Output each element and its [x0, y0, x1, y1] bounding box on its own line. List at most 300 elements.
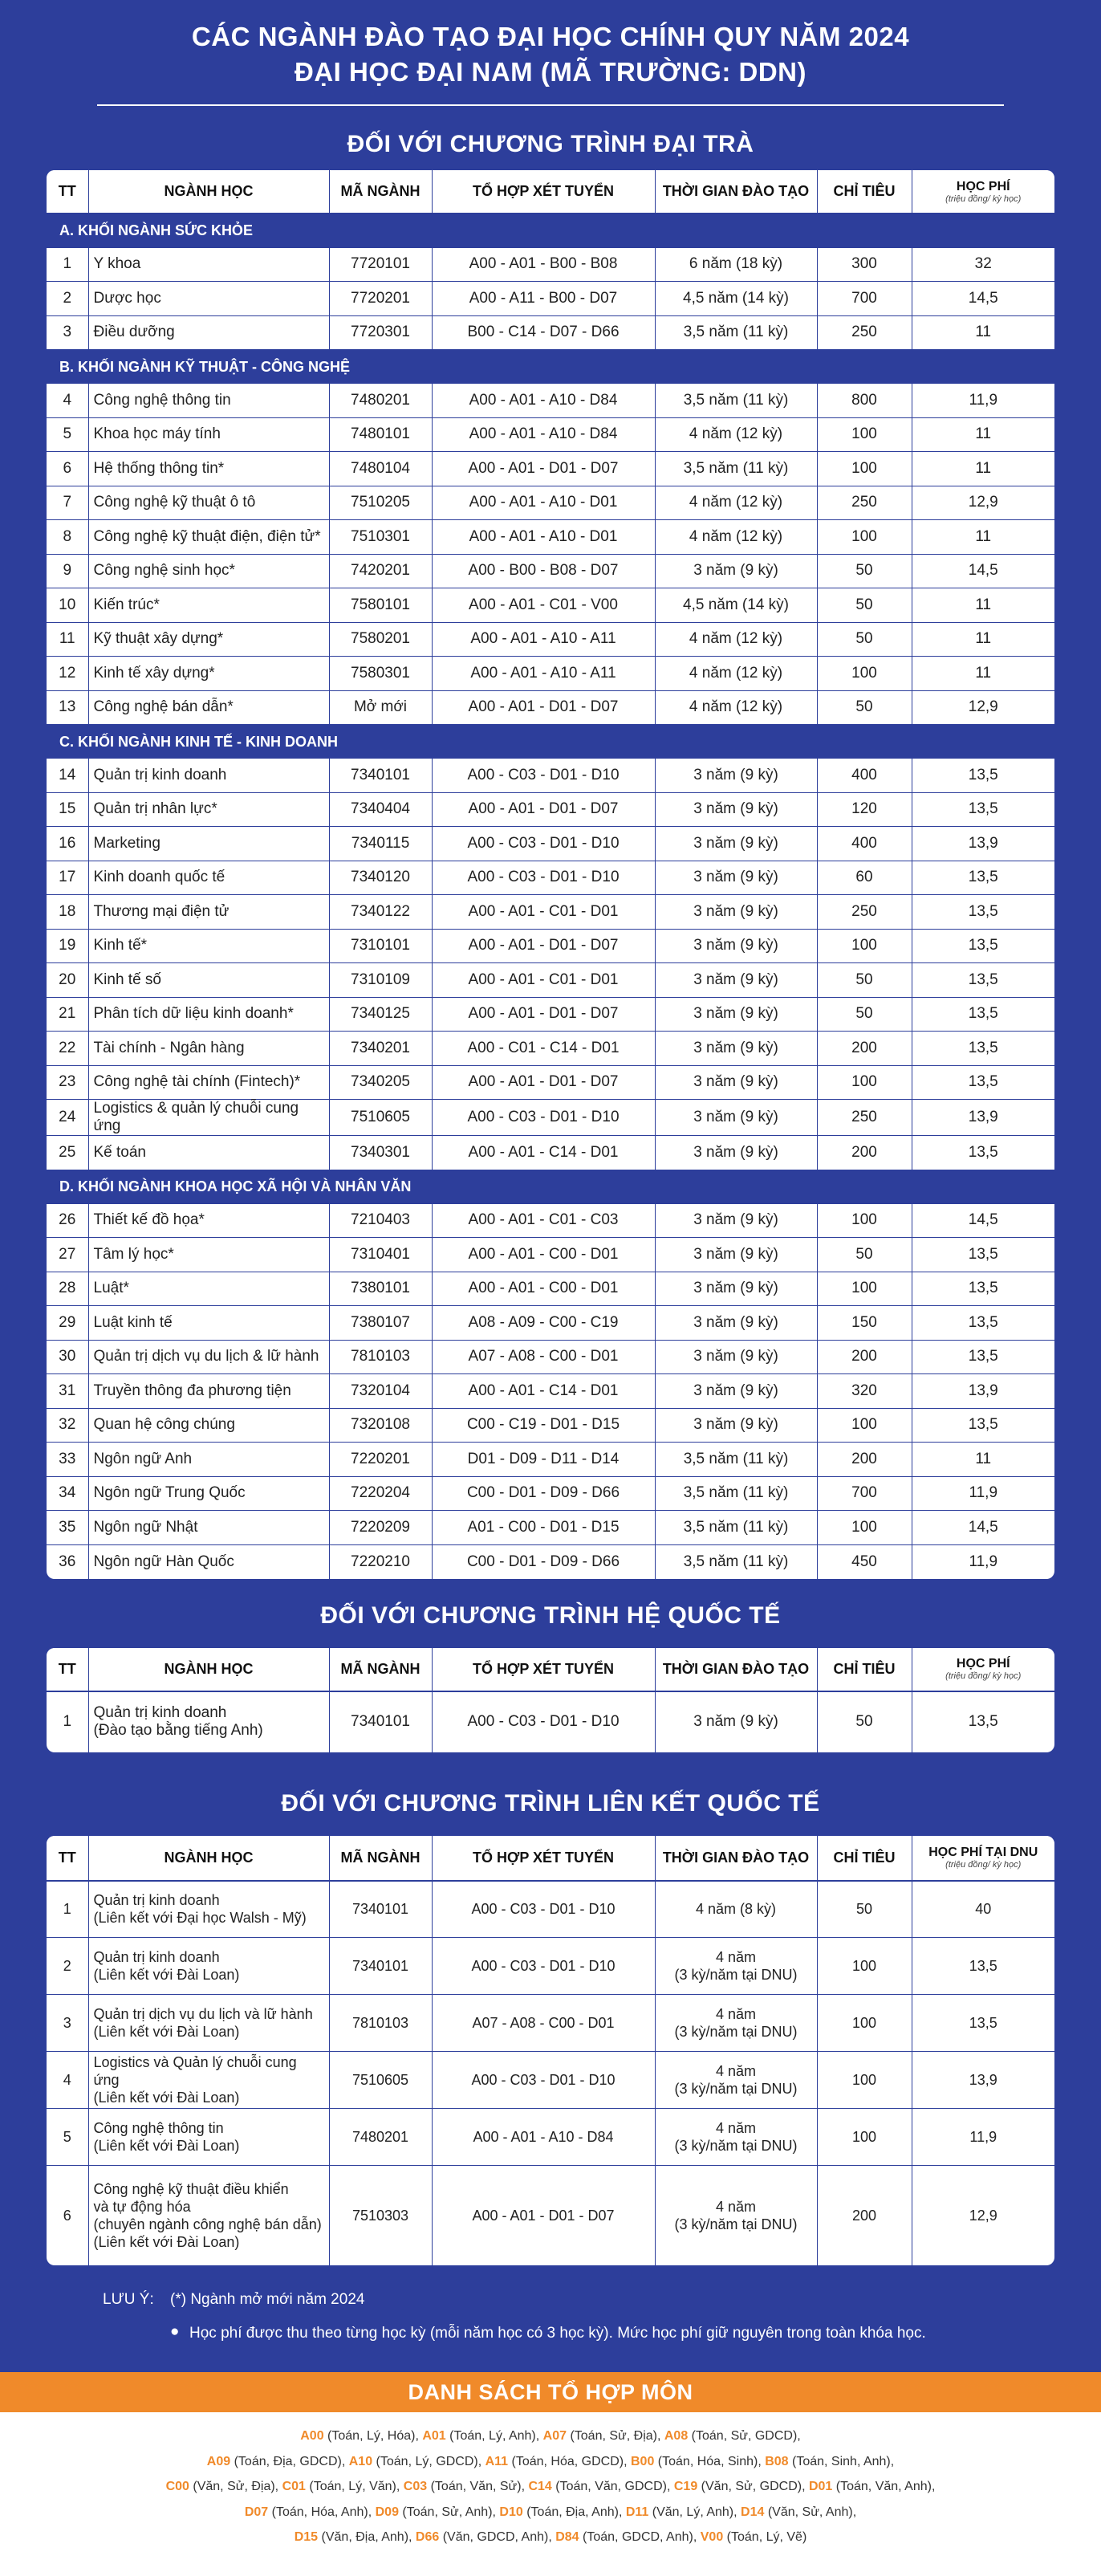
group-row: [47, 350, 1054, 384]
col-chi-tieu-text: 100: [851, 937, 877, 954]
col-nganh: [88, 1065, 329, 1100]
col-hoc-phi: [912, 554, 1054, 588]
col-tt-text: 1: [63, 1901, 71, 1918]
combo-subjects: (Toán, Lý, Anh),: [445, 2429, 543, 2443]
col-ma-nganh: [329, 588, 432, 623]
col-chi-tieu: [817, 1374, 912, 1409]
col-to-hop: [432, 520, 655, 555]
col-to-hop-header: [432, 1648, 655, 1691]
col-nganh-text: Marketing: [93, 834, 160, 852]
table-row: [47, 452, 1054, 486]
combo-code: D01: [808, 2480, 833, 2493]
col-hoc-phi: [912, 1100, 1054, 1136]
col-chi-tieu-header: [817, 1836, 912, 1881]
col-hoc-phi-text: 13,9: [968, 834, 998, 852]
col-nganh-text: Thiết kế đồ họa*: [93, 1211, 205, 1229]
col-nganh-text: Kiến trúc*: [93, 596, 160, 613]
col-ma-nganh: [329, 1408, 432, 1443]
col-thoi-gian-text: 3 năm (9 kỳ): [693, 1280, 778, 1297]
table-row: [47, 792, 1054, 827]
col-to-hop-text: A01 - C00 - D01 - D15: [467, 1518, 620, 1536]
col-thoi-gian-text: (3 kỳ/năm tại DNU): [674, 2216, 798, 2232]
col-hoc-phi-text: 13,5: [968, 766, 998, 783]
col-to-hop: [432, 1065, 655, 1100]
col-ma-nganh-text: 7480101: [351, 425, 410, 443]
col-thoi-gian-text: 3,5 năm (11 kỳ): [683, 459, 789, 477]
col-to-hop: [432, 417, 655, 452]
col-hoc-phi: [912, 997, 1054, 1032]
combo-code: D66: [415, 2530, 440, 2544]
col-to-hop-text: C00 - D01 - D09 - D66: [466, 1484, 620, 1502]
col-to-hop: [432, 1408, 655, 1443]
col-to-hop-text: A00 - B00 - B08 - D07: [468, 562, 619, 580]
hoc-phi-label: HỌC PHÍ: [956, 1657, 1010, 1671]
col-nganh-text: Luật kinh tế: [93, 1313, 173, 1331]
col-tt: [47, 1203, 88, 1238]
col-thoi-gian: [655, 1238, 817, 1272]
col-ma-nganh-text: 7220209: [351, 1518, 410, 1536]
col-ma-nganh: [329, 384, 432, 418]
col-ma-nganh-text: 7580201: [351, 630, 410, 648]
col-ma-nganh: [329, 1544, 432, 1579]
col-chi-tieu: [817, 895, 912, 930]
col-hoc-phi-text: 13,5: [969, 2015, 997, 2031]
col-chi-tieu: [817, 622, 912, 657]
notes-label: LƯU Ý:: [103, 2291, 154, 2308]
col-to-hop-text: A00 - A01 - D01 - D07: [468, 698, 619, 716]
col-hoc-phi: [912, 1511, 1054, 1545]
col-chi-tieu: [817, 1238, 912, 1272]
section-title-dai-tra: ĐỐI VỚI CHƯƠNG TRÌNH ĐẠI TRÀ: [347, 131, 754, 157]
col-thoi-gian-text: 4 năm (12 kỳ): [689, 664, 783, 682]
col-thoi-gian: [655, 895, 817, 930]
section-title-he-quoc-te: ĐỐI VỚI CHƯƠNG TRÌNH HỆ QUỐC TẾ: [320, 1601, 781, 1629]
col-tt-text: 7: [63, 494, 72, 511]
col-to-hop: [432, 1544, 655, 1579]
section-title-lien-ket: ĐỐI VỚI CHƯƠNG TRÌNH LIÊN KẾT QUỐC TẾ: [281, 1789, 820, 1817]
col-chi-tieu-text: 200: [851, 1039, 877, 1056]
table-row: [47, 963, 1054, 998]
col-nganh-text: Logistics & quản lý chuỗi cung ứng: [93, 1100, 299, 1134]
col-to-hop: [432, 452, 655, 486]
col-nganh-header: [88, 1836, 329, 1881]
col-hoc-phi: [912, 2052, 1054, 2109]
col-hoc-phi: [912, 1881, 1054, 1938]
col-tt: [47, 1544, 88, 1579]
group-name: C. KHỐI NGÀNH KINH TẾ - KINH DOANH: [47, 725, 1054, 759]
col-tt-text: 5: [63, 2129, 71, 2145]
col-to-hop-text: A00 - C03 - D01 - D10: [471, 1958, 616, 1974]
table-row: [47, 1881, 1054, 1938]
col-hoc-phi: [912, 759, 1054, 793]
col-chi-tieu: [817, 929, 912, 963]
hoc-phi-unit: (triệu đồng/ kỳ học): [945, 1860, 1022, 1870]
col-nganh-text: (Liên kết với Đài Loan): [93, 2024, 240, 2040]
col-to-hop-text: A00 - C03 - D01 - D10: [467, 869, 620, 886]
col-nganh-text: và tự động hóa: [93, 2198, 191, 2215]
col-to-hop: [432, 1203, 655, 1238]
col-tt-header: [47, 1836, 88, 1881]
col-chi-tieu: [817, 997, 912, 1032]
col-tt-text: 3: [63, 324, 72, 341]
table-row: [47, 1340, 1054, 1374]
col-to-hop-text: A00 - A01 - A10 - A11: [470, 630, 616, 648]
col-to-hop-text: A00 - A01 - A10 - D84: [469, 425, 618, 443]
col-ma-nganh: [329, 1272, 432, 1306]
col-ma-nganh-text: 7480201: [351, 2129, 409, 2145]
col-tt-text: 12: [59, 664, 76, 682]
col-ma-nganh-text: 7220210: [351, 1553, 410, 1570]
col-tt: [47, 588, 88, 623]
col-thoi-gian-text: 3,5 năm (11 kỳ): [683, 1518, 789, 1536]
col-tt-text: 2: [63, 1958, 71, 1974]
col-ma-nganh-text: 7480104: [351, 459, 410, 477]
col-nganh-text: Tài chính - Ngân hàng: [93, 1039, 245, 1056]
combo-subjects: (Toán, Văn, Sử),: [427, 2480, 529, 2493]
col-chi-tieu: [817, 1995, 912, 2052]
col-hoc-phi-text: 11: [975, 459, 992, 477]
col-nganh: [88, 315, 329, 350]
col-thoi-gian-text: 3 năm (9 kỳ): [693, 800, 778, 818]
col-tt-label: TT: [58, 1849, 76, 1866]
col-to-hop-text: A00 - C03 - D01 - D10: [471, 1901, 616, 1918]
table-header-row: [47, 1648, 1054, 1691]
col-hoc-phi-text: 12,9: [968, 698, 998, 716]
col-nganh: [88, 2052, 329, 2109]
col-thoi-gian: [655, 315, 817, 350]
col-tt: [47, 1065, 88, 1100]
col-tt-text: 6: [63, 459, 72, 477]
col-to-hop: [432, 895, 655, 930]
col-chi-tieu-text: 100: [851, 1958, 877, 1974]
col-hoc-phi-text: 13,9: [968, 1109, 998, 1125]
col-nganh-header: [88, 1648, 329, 1691]
col-to-hop: [432, 1511, 655, 1545]
col-chi-tieu: [817, 247, 912, 282]
col-tt: [47, 2166, 88, 2265]
col-ma-nganh-text: 7220204: [351, 1484, 410, 1502]
col-to-hop-label: TỔ HỢP XÉT TUYỂN: [472, 1660, 615, 1677]
col-nganh-text: Kinh doanh quốc tế: [93, 869, 225, 886]
col-tt: [47, 554, 88, 588]
col-thoi-gian-text: (3 kỳ/năm tại DNU): [674, 1967, 798, 1983]
col-nganh-text: Quản trị dịch vụ du lịch và lữ hành: [93, 2006, 313, 2022]
col-hoc-phi-text: 13,5: [968, 1143, 998, 1161]
col-hoc-phi-text: 13,5: [968, 1039, 998, 1056]
col-chi-tieu-text: 100: [851, 1518, 877, 1536]
col-nganh-text: (chuyên ngành công nghệ bán dẫn): [93, 2216, 322, 2232]
table-row: [47, 929, 1054, 963]
combo-line: [0, 2474, 1101, 2500]
col-chi-tieu-text: 120: [851, 800, 877, 818]
col-chi-tieu-text: 250: [851, 1109, 877, 1125]
col-chi-tieu: [817, 1100, 912, 1136]
col-nganh: [88, 2109, 329, 2166]
col-thoi-gian-text: 3 năm (9 kỳ): [693, 1073, 778, 1091]
col-tt-text: 22: [59, 1039, 76, 1056]
combo-subjects: (Văn, Sử, Anh),: [764, 2505, 857, 2519]
col-to-hop-text: A00 - C03 - D01 - D10: [467, 766, 620, 783]
col-ma-nganh: [329, 895, 432, 930]
combo-line: [0, 2449, 1101, 2475]
col-ma-nganh: [329, 1995, 432, 2052]
col-thoi-gian: [655, 417, 817, 452]
col-thoi-gian-text: 4 năm (12 kỳ): [689, 698, 783, 716]
col-ma-nganh: [329, 1203, 432, 1238]
col-nganh-text: Thương mại điện tử: [93, 902, 230, 920]
col-tt: [47, 895, 88, 930]
col-to-hop: [432, 657, 655, 691]
col-tt-text: 4: [63, 391, 72, 409]
col-ma-nganh: [329, 1065, 432, 1100]
col-to-hop-text: A00 - A01 - A10 - D01: [469, 527, 618, 545]
col-to-hop-text: A07 - A08 - C00 - D01: [468, 1348, 619, 1365]
col-hoc-phi: [912, 1544, 1054, 1579]
col-thoi-gian: [655, 452, 817, 486]
col-tt: [47, 417, 88, 452]
col-hoc-phi-text: 13,5: [968, 937, 998, 954]
col-hoc-phi: [912, 1065, 1054, 1100]
col-nganh: [88, 1238, 329, 1272]
col-chi-tieu: [817, 690, 912, 725]
col-thoi-gian-text: 3 năm (9 kỳ): [693, 971, 778, 988]
col-to-hop-text: A00 - A01 - C01 - D01: [468, 902, 619, 920]
col-to-hop-text: A00 - A01 - A10 - A11: [470, 664, 616, 682]
col-to-hop: [432, 1136, 655, 1170]
col-to-hop-text: A00 - A01 - D01 - D07: [472, 2207, 615, 2224]
col-nganh-label: NGÀNH HỌC: [164, 1849, 254, 1866]
combo-code: D11: [625, 2505, 649, 2519]
col-to-hop-text: A00 - C01 - C14 - D01: [467, 1039, 620, 1056]
col-nganh-text: (Liên kết với Đài Loan): [93, 2138, 240, 2154]
col-tt-text: 1: [63, 1713, 72, 1730]
col-nganh: [88, 792, 329, 827]
col-hoc-phi: [912, 861, 1054, 895]
table-lien-ket: [47, 1836, 1054, 2265]
col-ma-nganh-text: 7810103: [351, 2015, 409, 2031]
col-chi-tieu: [817, 1443, 912, 1477]
table-row: [47, 997, 1054, 1032]
col-hoc-phi-text: 13,9: [968, 1382, 998, 1399]
col-ma-nganh-text: 7510301: [351, 527, 410, 545]
col-tt: [47, 1511, 88, 1545]
col-tt-text: 32: [59, 1416, 76, 1434]
table-row: [47, 1544, 1054, 1579]
col-nganh-text: Công nghệ thông tin: [93, 2120, 224, 2136]
col-to-hop: [432, 1238, 655, 1272]
col-chi-tieu-text: 800: [851, 391, 877, 409]
col-nganh-text: Công nghệ thông tin: [93, 391, 231, 409]
col-to-hop: [432, 1100, 655, 1136]
col-to-hop: [432, 861, 655, 895]
col-ma-nganh: [329, 1100, 432, 1136]
col-to-hop-text: C00 - D01 - D09 - D66: [466, 1553, 620, 1570]
col-thoi-gian-text: 3 năm (9 kỳ): [693, 562, 778, 580]
col-thoi-gian: [655, 827, 817, 861]
col-to-hop-text: A00 - A01 - C01 - D01: [468, 971, 619, 988]
col-nganh-text: Ngôn ngữ Anh: [93, 1450, 193, 1467]
col-chi-tieu: [817, 417, 912, 452]
combo-code: A01: [422, 2429, 446, 2443]
col-hoc-phi: [912, 1272, 1054, 1306]
col-hoc-phi-text: 12,9: [968, 494, 998, 511]
col-nganh: [88, 417, 329, 452]
col-chi-tieu: [817, 1691, 912, 1752]
col-nganh-text: Truyền thông đa phương tiện: [93, 1382, 291, 1399]
col-tt: [47, 963, 88, 998]
col-thoi-gian-label: THỜI GIAN ĐÀO TẠO: [662, 1660, 810, 1677]
col-thoi-gian: [655, 1544, 817, 1579]
col-thoi-gian: [655, 792, 817, 827]
col-chi-tieu: [817, 2052, 912, 2109]
col-to-hop: [432, 997, 655, 1032]
combo-line: [0, 2500, 1101, 2525]
col-hoc-phi: [912, 1374, 1054, 1409]
group-row: [47, 725, 1054, 759]
col-to-hop: [432, 1374, 655, 1409]
col-thoi-gian: [655, 2109, 817, 2166]
col-to-hop-text: A00 - A01 - C00 - D01: [468, 1280, 619, 1297]
col-ma-nganh: [329, 520, 432, 555]
col-ma-nganh: [329, 417, 432, 452]
table-header-row: [47, 170, 1054, 214]
col-hoc-phi-text: 13,9: [969, 2072, 997, 2088]
combo-subjects: (Toán, GDCD, Anh),: [579, 2530, 701, 2544]
col-ma-nganh-text: 7720301: [351, 324, 410, 341]
table-row: [47, 861, 1054, 895]
col-hoc-phi: [912, 929, 1054, 963]
col-tt-text: 8: [63, 527, 72, 545]
hoc-phi-label: HỌC PHÍ: [956, 179, 1010, 193]
col-thoi-gian: [655, 997, 817, 1032]
col-to-hop-text: A00 - A01 - D01 - D07: [468, 800, 619, 818]
col-chi-tieu-label: CHỈ TIÊU: [833, 183, 896, 199]
col-ma-nganh: [329, 2109, 432, 2166]
col-chi-tieu: [817, 588, 912, 623]
col-thoi-gian: [655, 929, 817, 963]
col-chi-tieu: [817, 759, 912, 793]
col-hoc-phi-text: 13,5: [968, 1280, 998, 1297]
col-thoi-gian-text: 3 năm (9 kỳ): [693, 1713, 778, 1730]
col-tt-text: 21: [59, 1005, 76, 1023]
col-nganh-text: Quản trị kinh doanh: [93, 1704, 227, 1721]
table-row: [47, 1136, 1054, 1170]
col-tt-text: 18: [59, 902, 76, 920]
col-thoi-gian: [655, 1881, 817, 1938]
combo-code: C03: [403, 2480, 428, 2493]
col-thoi-gian-header: [655, 170, 817, 214]
col-nganh-text: Công nghệ bán dẫn*: [93, 698, 234, 716]
col-ma-nganh: [329, 486, 432, 520]
col-thoi-gian-text: 3 năm (9 kỳ): [693, 902, 778, 920]
col-ma-nganh-label: MÃ NGÀNH: [340, 1849, 420, 1866]
col-to-hop-text: A07 - A08 - C00 - D01: [472, 2015, 615, 2031]
col-tt: [47, 1340, 88, 1374]
col-hoc-phi-text: 14,5: [968, 289, 998, 307]
col-hoc-phi: [912, 1340, 1054, 1374]
col-tt: [47, 1476, 88, 1511]
combo-subjects: (Toán, Hóa, Anh),: [268, 2505, 376, 2519]
col-tt: [47, 792, 88, 827]
col-thoi-gian: [655, 861, 817, 895]
combo-subjects: (Toán, Sử, GDCD),: [688, 2429, 801, 2443]
table-row: [47, 1938, 1054, 1995]
col-tt-label: TT: [58, 183, 76, 199]
col-tt-text: 4: [63, 2072, 71, 2088]
col-tt: [47, 997, 88, 1032]
bullet-icon: ●: [170, 2323, 180, 2340]
col-hoc-phi-text: 13,5: [969, 1958, 997, 1974]
col-ma-nganh: [329, 827, 432, 861]
col-tt-text: 25: [59, 1143, 76, 1161]
col-thoi-gian: [655, 1340, 817, 1374]
col-to-hop-text: B00 - C14 - D07 - D66: [467, 324, 620, 341]
col-hoc-phi: [912, 963, 1054, 998]
col-to-hop: [432, 384, 655, 418]
col-chi-tieu: [817, 1065, 912, 1100]
col-nganh-text: Công nghệ tài chính (Fintech)*: [93, 1073, 301, 1091]
col-to-hop: [432, 2052, 655, 2109]
col-tt-text: 34: [59, 1484, 76, 1502]
col-chi-tieu: [817, 452, 912, 486]
col-ma-nganh-text: 7340125: [351, 1005, 410, 1023]
col-chi-tieu: [817, 963, 912, 998]
col-hoc-phi: [912, 1203, 1054, 1238]
col-to-hop-text: A00 - C03 - D01 - D10: [467, 834, 620, 852]
col-tt-text: 17: [59, 869, 76, 886]
col-nganh: [88, 929, 329, 963]
table-row: [47, 1995, 1054, 2052]
combo-subjects: (Toán, Sử, Anh),: [398, 2505, 500, 2519]
col-to-hop: [432, 2166, 655, 2265]
col-chi-tieu-text: 50: [855, 971, 873, 988]
col-ma-nganh-text: 7310401: [351, 1245, 410, 1263]
col-ma-nganh: [329, 452, 432, 486]
col-chi-tieu-text: 320: [851, 1382, 877, 1399]
col-hoc-phi: [912, 1995, 1054, 2052]
col-nganh: [88, 1203, 329, 1238]
col-hoc-phi: [912, 588, 1054, 623]
table-row: [47, 759, 1054, 793]
table-row: [47, 554, 1054, 588]
col-tt: [47, 657, 88, 691]
col-hoc-phi-text: 11,9: [969, 1553, 998, 1570]
col-hoc-phi-text: 11,9: [969, 1484, 998, 1502]
col-thoi-gian: [655, 554, 817, 588]
col-hoc-phi-text: 11,9: [969, 391, 998, 409]
col-nganh: [88, 1100, 329, 1136]
col-to-hop: [432, 1032, 655, 1066]
combo-code: V00: [700, 2530, 724, 2544]
col-to-hop: [432, 1881, 655, 1938]
col-hoc-phi-text: 14,5: [968, 562, 998, 580]
col-ma-nganh-text: 7340301: [351, 1143, 410, 1161]
col-hoc-phi: [912, 1476, 1054, 1511]
col-tt: [47, 1881, 88, 1938]
col-ma-nganh: [329, 861, 432, 895]
col-tt-text: 6: [63, 2207, 71, 2224]
col-ma-nganh-header: [329, 170, 432, 214]
col-hoc-phi-text: 13,5: [968, 971, 998, 988]
combo-subjects: (Toán, Văn, Anh),: [832, 2480, 936, 2493]
col-tt: [47, 2052, 88, 2109]
col-nganh-text: Luật*: [93, 1280, 129, 1297]
col-tt: [47, 452, 88, 486]
col-to-hop: [432, 1691, 655, 1752]
col-nganh: [88, 1881, 329, 1938]
combo-subjects: (Văn, Địa, Anh),: [318, 2530, 416, 2544]
col-thoi-gian: [655, 2166, 817, 2265]
